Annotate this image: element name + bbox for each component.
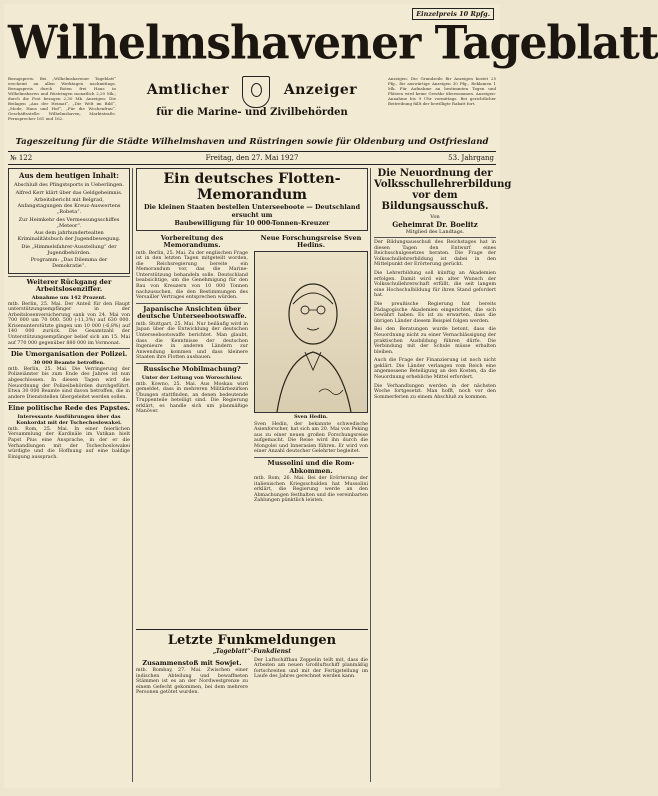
article-subhead: Unter der Leitung von Woroschilow. (141, 374, 243, 381)
issue-bar (8, 151, 496, 165)
amtlicher-label: Amtlicher (146, 82, 230, 98)
article-text: mtb. Stuttgart, 25. Mai. Nur beiläufig wird in Japan über die Entwicklung der deutschen Unterseebootswaffe berichtet. Man glaubt, dass die Kenntnisse der deutschen Ingenieure in anderen Ländern zur Anwendung kommen und dass kleinere Staaten ihre Flotten ausbauen. (136, 321, 248, 361)
article-text: mtb. Berlin, 25. Mai. Zu der englischen Frage ist in den letzten Tagen mitgeteilt worden, die Reichsregierung bereite ein Memorandum vor, das die Marine-Unterstützung behandeln solle. Deutschland beabsichtige, um die Genehmigung für den Bau von Kreuzern von 10 000 Tonnen nachzusuchen, die den Bestimmungen des Versailler Vertrages entsprechen würden. (136, 250, 248, 301)
article-subhead: Abnahme um 142 Prozent. (31, 294, 107, 301)
article-subhead: Interessante Ausführungen über das Konkordat mit der Tschechoslowakei. (16, 413, 122, 426)
issue-year: 53. Jahrgang (448, 154, 494, 162)
contents-item: Programm: „Das Dilemma der Demokratie“. (30, 257, 108, 269)
article-text: mtb. Rom, 26. Mai. Bei der Erörterung der italienischen Kriegsschulden hat Mussolini erklärt, die Regierung werde an den Abmachungen festhalten und die vereinbarten Zahlungen pünktlich leisten. (254, 476, 368, 504)
article-headline: Neue Forschungsreise Sven Hedins. (260, 233, 362, 249)
article-paragraph: Der Bildungsausschuß des Reichstages hat in diesen Tagen den Entwurf eines Reichsschulgesetzes beraten. Die Frage der Volksschullehrerbildung ist dabei in den Mittelpunkt der Erörterung gerückt. (374, 240, 496, 268)
price-box: Einzelpreis 10 Rpfg. (412, 8, 494, 20)
masthead: Wilhelmshavener Tageblatt (8, 16, 658, 71)
article-headline: Zusammenstoß mit Sowjet. (142, 658, 242, 667)
latest-news-title: Letzte Funkmeldungen (167, 632, 337, 648)
article-headline: Russische Mobilmachung? (143, 365, 241, 373)
article-paragraph: Auch die Frage der Finanzierung ist noch nicht geklärt. Die Länder verlangen vom Reich eine angemessene Beteiligung an den Kosten, da die Neuordnung erhebliche Mittel erfordert. (374, 358, 496, 381)
subheader (8, 74, 496, 136)
authorities-line: für die Marine- und Zivilbehörden (156, 107, 348, 118)
contents-item: Zur Heimkehr des Vermessungsschiffes „Meteor“. (18, 216, 120, 229)
article-paragraph: Die Verhandlungen werden in der nächsten Woche fortgesetzt. Man hofft, noch vor den Sommerferien zu einem Abschluß zu kommen. (374, 383, 496, 400)
main-subhead: Baubewilligung für 10 000-Tonnen-Kreuzer (174, 219, 330, 227)
left-column (8, 168, 130, 782)
portrait-caption: Sven Hedin. (294, 413, 328, 420)
contents-item: Arbeitsbericht mit Belgrad, Anfangstagungen des Kreuz-Auswertens „Robeta“. (17, 197, 121, 215)
article-text: mtb. Kowno, 25. Mai. Aus Moskau wird gemeldet, dass in mehreren Militärbezirken Übungen stattfinden, an denen bedeutende Truppenteile beteiligt sind. Die Regierung erklärt, es handle sich um planmäßige Manöver. (136, 381, 248, 415)
newspaper-page (4, 4, 658, 788)
anzeiger-label: Anzeiger (283, 82, 358, 98)
contents-item: Aus dem jahrhundertealten Kriminalitätsbuch der Jugendbewegung. (17, 230, 121, 242)
article-headline: Die Umorganisation der Polizei. (10, 350, 128, 359)
byline-prefix: Von (430, 214, 440, 220)
article-text: Der Luftschiffbau Zeppelin teilt mit, dass die Arbeiten am neuen Großluftschiff planmäßig fortschreiten und mit der Fertigstellung im Laufe des Jahres gerechnet werden kann. (254, 657, 368, 680)
contents-box (8, 168, 130, 274)
article-text: Sven Hedin, der bekannte schwedische Asienforscher, hat sich am 20. Mai von Peking aus zu einer neuen großen Forschungsreise aufgemacht. Die Reise wird ihn durch die Mongolei und Innerasien führen. Er wird von einer Anzahl deutscher Gelehrter begleitet. (254, 421, 368, 455)
article-text: mtb. Berlin, 25. Mai. Der Anteil für den Haupt unterstützungsempfänger in der Arbeitslosenversicherung sank von 24. Mai von 700 000 um 70 000. 500 (-11,3%) auf 630 000. Krisenunterstützte gingen um 10 000 (-6,8%) auf 140 000 zurück. Die Gesamtzahl der Unterstützungsempfänger belief sich am 15. Mai auf 770 000 gegenüber 880 000 im Vormonat. (8, 301, 130, 346)
issue-date: Freitag, den 27. Mai 1927 (205, 154, 299, 162)
main-subhead: Die kleinen Staaten bestellen Unterseeboote — Deutschland ersucht um (143, 203, 361, 219)
memorandum-column (136, 233, 248, 416)
latest-news-subtitle: „Tageblatt“-Funkdienst (212, 647, 292, 655)
main-headline: Ein deutsches Flotten-Memorandum (163, 171, 341, 203)
column-divider (370, 168, 371, 782)
main-headline-box (136, 168, 368, 231)
article-paragraph: Bei den Beratungen wurde betont, dass die Neuordnung nicht zu einer Vernachlässigung der praktischen Ausbildung führen dürfe. Die Verbindung mit der Schule müsse erhalten bleiben. (374, 327, 496, 355)
article-text: mtb. Bombay, 27. Mai. Zwischen einer indischen Abteilung und bewaffneten Stämmen ist es an der Nordwestgrenze zu einem Gefecht gekommen, bei dem mehrere Personen getötet wurden. (136, 668, 248, 696)
portrait-image (254, 251, 368, 413)
crest-icon (242, 76, 270, 108)
article-subhead: 30 000 Beamte betroffen. (33, 359, 105, 366)
article-headline: Eine politische Rede des Papstes. (8, 404, 130, 413)
portrait-drawing (255, 252, 367, 412)
contents-item: Alfred Kerr klärt über das Geldgeheimnis. (15, 189, 123, 196)
column-divider (132, 168, 133, 782)
right-column (374, 168, 512, 782)
advert-info: Anzeigen: Die Grundzeile für Anzeigen kostet 25 Pfg., für auswärtige Anzeigen 30 Pfg., Reklamen 1 Mk. Für Aufnahme an bestimmten Tagen und Plätzen wird keine Gewähr übernommen. Anzeigen-Annahme bis 9 Uhr vormittags. Bei gerichtlicher Beitreibung fällt der bewilligte Rabatt fort. (388, 76, 496, 106)
byline-note: Mitglied des Landtags. (405, 229, 465, 235)
contents-item: Abschluß des Pfingstsports in Ueberlingen. (13, 182, 124, 188)
article-text: mtb. Rom, 25. Mai. In einer feierlichen Versammlung der Kardinäle im Vatikan hielt Papst Pius eine Ansprache, in der er die Verhandlungen mit der Tschechoslowakei würdigte und die Hoffnung auf eine baldige Einigung aussprach. (8, 426, 130, 460)
tagline: Tageszeitung für die Städte Wilhelmshaven und Rüstringen sowie für Oldenburg und Ostfriesland (15, 137, 489, 147)
hedin-column (254, 233, 368, 505)
article-paragraph: Die preußische Regierung hat bereits Pädagogische Akademien eingerichtet, die sich bewährt haben. Es ist zu erwarten, dass die übrigen Länder diesem Beispiel folgen werden. (374, 301, 496, 324)
latest-news-box (136, 629, 368, 748)
contents-heading: Aus dem heutigen Inhalt: (19, 171, 119, 180)
article-text: mtb. Berlin, 25. Mai. Die Verringerung der Polizeiämter bis zum Ende des Jahres ist nun abgeschlossen. In diesen Tagen wird die Neuordnung der Polizeibehörden durchgeführt. Etwa 30 000 Beamte sind davon betroffen, die in andere Dienststellen übergeleitet werden sollen. (8, 366, 130, 400)
center-column (136, 168, 368, 782)
article-headline: Weiterer Rückgang der Arbeitslosenziffer. (26, 277, 112, 293)
article-headline: Vorbereitung des Memorandums. (160, 233, 224, 249)
amtlicher-anzeiger (120, 74, 384, 118)
article-headline: Japanische Ansichten über deutsche Unterseebootswaffe. (137, 304, 247, 321)
article-headline: Mussolini und die Rom-Abkommen. (267, 459, 355, 475)
subscription-info: Bezugspreis: Bei „Wilhelmshavener Tageblatt“ erscheint an allen Werktagen nachmittags. Bezugspreis durch Boten frei Haus in Wilhelmshaven und Rüstringen monatlich 2,20 Mk.; durch die Post bezogen 2,30 Mk. Anzeigen: Die Beilagen „Aus der Heimat“, „Die Welt im Bild“, „Mode, Haus und Hof“, „Für die Wochenfrau“. Geschäftsstelle: Wilhelmshaven, Marktstraße. Fernsprecher 161 und 162. (8, 76, 116, 121)
article-paragraph: Die Lehrerbildung soll künftig an Akademien erfolgen. Damit wird ein alter Wunsch der Volksschullehrerschaft erfüllt, die seit langem eine Hochschulbildung für ihren Stand gefordert hat. (374, 270, 496, 299)
right-headline: Die Neuordnung der Volksschullehrerbildung vor dem Bildungsausschuß. (374, 168, 512, 212)
byline-author: Geheimrat Dr. Boelitz (392, 220, 478, 229)
issue-number: № 122 (10, 154, 33, 162)
contents-item: Die „Himmelsfahrer-Ausstellung“ der Jugendbehörden. (21, 243, 117, 256)
